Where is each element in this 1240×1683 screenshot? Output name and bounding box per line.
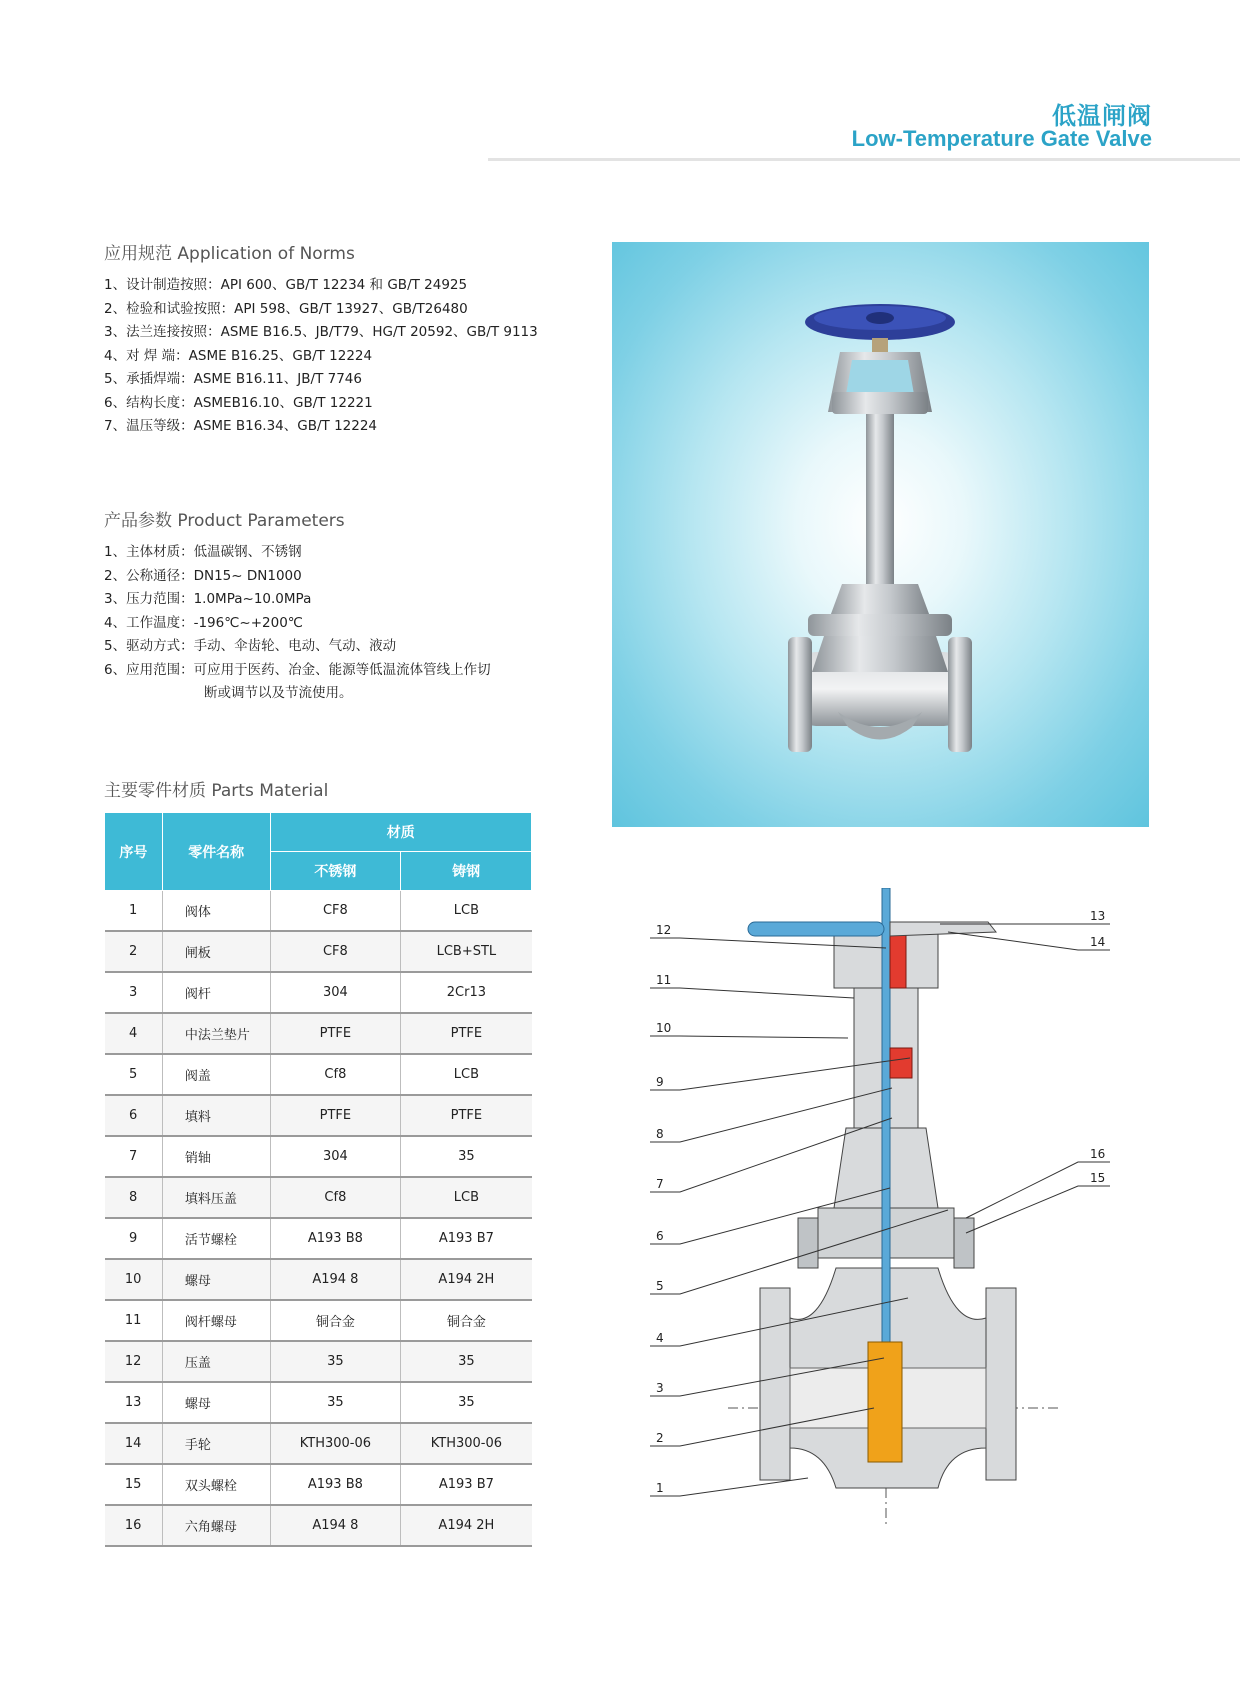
table-row xyxy=(105,972,532,1013)
callout-line-15 xyxy=(966,1186,1110,1233)
callout-label-9: 9 xyxy=(656,1075,664,1089)
norms-title: 应用规范 Application of Norms xyxy=(104,244,355,264)
norm-item: 3、法兰连接按照：ASME B16.5、JB/T79、HG/T 20592、GB/T 9113 xyxy=(104,324,538,340)
cell-no: 7 xyxy=(105,1136,163,1177)
callout-label-15: 15 xyxy=(1090,1171,1106,1185)
cell-name: 中法兰垫片 xyxy=(162,1013,270,1054)
callout-label-1: 1 xyxy=(656,1481,664,1495)
cell-name: 填料 xyxy=(162,1095,270,1136)
col-header-material: 材质 xyxy=(270,813,531,852)
parts-table-body xyxy=(105,891,532,1547)
diagram-flange-right xyxy=(986,1288,1016,1480)
cell-no: 5 xyxy=(105,1054,163,1095)
cell-cast: PTFE xyxy=(401,1095,532,1136)
table-row xyxy=(105,1423,532,1464)
diagram-handwheel-left xyxy=(748,922,884,936)
cell-no: 13 xyxy=(105,1382,163,1423)
cell-name: 活节螺栓 xyxy=(162,1218,270,1259)
cell-no: 14 xyxy=(105,1423,163,1464)
cell-cast: 铜合金 xyxy=(401,1300,532,1341)
table-row xyxy=(105,1136,532,1177)
table-row xyxy=(105,1464,532,1505)
cell-no: 3 xyxy=(105,972,163,1013)
cell-stainless: Cf8 xyxy=(270,1177,401,1218)
table-row xyxy=(105,1382,532,1423)
param-item: 5、驱动方式：手动、伞齿轮、电动、气动、液动 xyxy=(104,638,397,654)
param-item: 3、压力范围：1.0MPa~10.0MPa xyxy=(104,591,312,607)
cell-name: 阀体 xyxy=(162,891,270,932)
cell-no: 8 xyxy=(105,1177,163,1218)
cell-stainless: A194 8 xyxy=(270,1505,401,1546)
cell-name: 螺母 xyxy=(162,1382,270,1423)
cell-stainless: PTFE xyxy=(270,1013,401,1054)
param-item: 6、应用范围：可应用于医药、冶金、能源等低温流体管线上作切 xyxy=(104,661,491,678)
cell-name: 销轴 xyxy=(162,1136,270,1177)
param-continuation: 断或调节以及节流使用。 xyxy=(204,685,353,701)
cell-no: 15 xyxy=(105,1464,163,1505)
param-item-continuation xyxy=(104,682,491,706)
param-item: 4、工作温度：-196℃~+200℃ xyxy=(104,614,303,631)
table-row xyxy=(105,931,532,972)
cell-no: 10 xyxy=(105,1259,163,1300)
table-row xyxy=(105,1259,532,1300)
callout-line-10 xyxy=(650,1036,848,1038)
cell-name: 双头螺栓 xyxy=(162,1464,270,1505)
norm-item: 1、设计制造按照：API 600、GB/T 12234 和 GB/T 24925 xyxy=(104,277,468,293)
col-header-name: 零件名称 xyxy=(162,813,270,891)
cell-stainless: 35 xyxy=(270,1341,401,1382)
cell-name: 螺母 xyxy=(162,1259,270,1300)
callout-label-4: 4 xyxy=(656,1331,664,1345)
cell-name: 闸板 xyxy=(162,931,270,972)
cell-cast: 35 xyxy=(401,1341,532,1382)
params-list xyxy=(104,541,491,706)
end-flange-left-icon xyxy=(788,637,812,752)
norm-item: 5、承插焊端：ASME B16.11、JB/T 7746 xyxy=(104,371,362,387)
cell-cast: A194 2H xyxy=(401,1505,532,1546)
cell-stainless: Cf8 xyxy=(270,1054,401,1095)
cell-no: 12 xyxy=(105,1341,163,1382)
cell-stainless: KTH300-06 xyxy=(270,1423,401,1464)
table-row xyxy=(105,1505,532,1546)
param-item: 1、主体材质：低温碳钢、不锈钢 xyxy=(104,544,302,560)
cell-stainless: 35 xyxy=(270,1382,401,1423)
extension-bonnet-icon xyxy=(866,414,894,584)
callout-label-12: 12 xyxy=(656,923,672,937)
cell-name: 压盖 xyxy=(162,1341,270,1382)
callout-label-8: 8 xyxy=(656,1127,664,1141)
diagram-stem xyxy=(882,888,890,1348)
cell-name: 填料压盖 xyxy=(162,1177,270,1218)
col-header-no: 序号 xyxy=(105,813,163,891)
page-title-cn: 低温闸阀 xyxy=(1052,102,1152,130)
callout-label-14: 14 xyxy=(1090,935,1106,949)
table-row xyxy=(105,891,532,932)
cell-stainless: 铜合金 xyxy=(270,1300,401,1341)
cell-no: 2 xyxy=(105,931,163,972)
cell-stainless: CF8 xyxy=(270,931,401,972)
right-callouts xyxy=(940,909,1110,1233)
callout-label-3: 3 xyxy=(656,1381,664,1395)
cell-stainless: PTFE xyxy=(270,1095,401,1136)
cell-stainless: A193 B8 xyxy=(270,1464,401,1505)
norms-list xyxy=(104,274,538,439)
gland-icon xyxy=(832,392,928,414)
cell-name: 阀杆 xyxy=(162,972,270,1013)
body-flange-icon xyxy=(808,614,952,636)
cell-cast: 35 xyxy=(401,1382,532,1423)
cell-no: 1 xyxy=(105,891,163,932)
table-row xyxy=(105,1177,532,1218)
callout-line-11 xyxy=(650,988,854,998)
cell-cast: LCB+STL xyxy=(401,931,532,972)
cell-stainless: CF8 xyxy=(270,891,401,932)
callout-label-2: 2 xyxy=(656,1431,664,1445)
parts-table xyxy=(104,812,532,1547)
diagram-flange-left xyxy=(760,1288,790,1480)
cell-stainless: A193 B8 xyxy=(270,1218,401,1259)
callout-label-13: 13 xyxy=(1090,909,1106,923)
cell-name: 阀杆螺母 xyxy=(162,1300,270,1341)
param-item: 2、公称通径：DN15~ DN1000 xyxy=(104,567,302,584)
page-title-en: Low-Temperature Gate Valve xyxy=(851,126,1152,151)
col-header-stainless: 不锈钢 xyxy=(270,852,401,891)
callout-line-14 xyxy=(948,932,1110,950)
table-row xyxy=(105,1013,532,1054)
callout-label-10: 10 xyxy=(656,1021,672,1035)
cell-stainless: 304 xyxy=(270,972,401,1013)
cell-no: 16 xyxy=(105,1505,163,1546)
cell-no: 4 xyxy=(105,1013,163,1054)
diagram-packing-top xyxy=(890,928,906,988)
cell-cast: LCB xyxy=(401,1177,532,1218)
cell-stainless: A194 8 xyxy=(270,1259,401,1300)
cell-cast: KTH300-06 xyxy=(401,1423,532,1464)
valve-photo xyxy=(612,242,1149,827)
callout-label-16: 16 xyxy=(1090,1147,1106,1161)
cell-cast: LCB xyxy=(401,1054,532,1095)
callout-label-7: 7 xyxy=(656,1177,664,1191)
cell-name: 阀盖 xyxy=(162,1054,270,1095)
cell-name: 手轮 xyxy=(162,1423,270,1464)
cell-no: 11 xyxy=(105,1300,163,1341)
norm-item: 7、温压等级：ASME B16.34、GB/T 12224 xyxy=(104,418,378,434)
norm-item: 2、检验和试验按照：API 598、GB/T 13927、GB/T26480 xyxy=(104,300,468,317)
cell-cast: PTFE xyxy=(401,1013,532,1054)
table-row xyxy=(105,1218,532,1259)
callout-label-5: 5 xyxy=(656,1279,664,1293)
cell-cast: A194 2H xyxy=(401,1259,532,1300)
valve-photo-svg xyxy=(612,242,1149,827)
callout-line-16 xyxy=(966,1162,1110,1218)
table-row xyxy=(105,1095,532,1136)
cell-no: 6 xyxy=(105,1095,163,1136)
cell-name: 六角螺母 xyxy=(162,1505,270,1546)
diagram-packing xyxy=(890,1048,912,1078)
callout-line-1 xyxy=(650,1478,808,1496)
cell-cast: 35 xyxy=(401,1136,532,1177)
header-divider xyxy=(488,158,1240,161)
cell-stainless: 304 xyxy=(270,1136,401,1177)
table-row xyxy=(105,1341,532,1382)
callout-label-11: 11 xyxy=(656,973,672,987)
cell-cast: A193 B7 xyxy=(401,1464,532,1505)
end-flange-right-icon xyxy=(948,637,972,752)
table-row xyxy=(105,1054,532,1095)
cell-no: 9 xyxy=(105,1218,163,1259)
col-header-cast: 铸钢 xyxy=(401,852,532,891)
norm-item: 6、结构长度：ASMEB16.10、GB/T 12221 xyxy=(104,394,373,411)
cell-cast: LCB xyxy=(401,891,532,932)
cross-section-diagram xyxy=(648,888,1208,1558)
cell-cast: 2Cr13 xyxy=(401,972,532,1013)
table-row xyxy=(105,1300,532,1341)
cell-cast: A193 B7 xyxy=(401,1218,532,1259)
callout-label-6: 6 xyxy=(656,1229,664,1243)
norm-item: 4、对 焊 端：ASME B16.25、GB/T 12224 xyxy=(104,347,373,364)
parts-title: 主要零件材质 Parts Material xyxy=(104,781,329,801)
params-title: 产品参数 Product Parameters xyxy=(104,511,345,531)
